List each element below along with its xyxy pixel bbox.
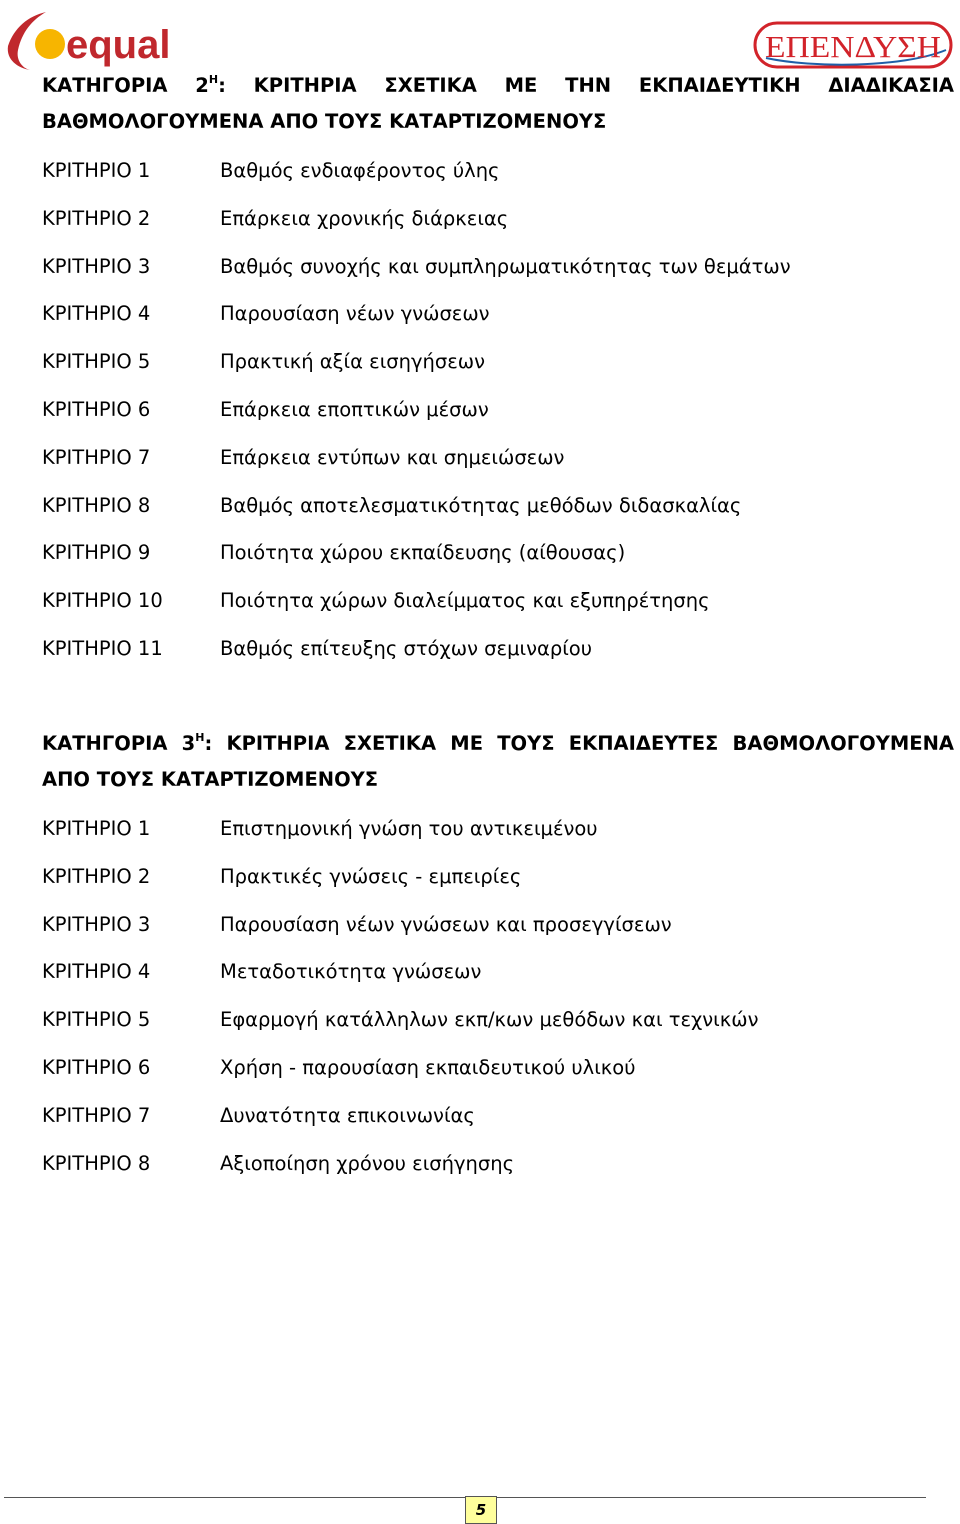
criterion-label: ΚΡΙΤΗΡΙΟ 9 xyxy=(42,541,151,565)
equal-logo xyxy=(4,6,174,70)
criterion-label: ΚΡΙΤΗΡΙΟ 6 xyxy=(42,397,151,421)
criterion-row xyxy=(42,350,942,398)
equal-logo-sun xyxy=(35,29,65,59)
criterion-text: Βαθμός αποτελεσματικότητας μεθόδων διδασκαλίας xyxy=(220,493,742,517)
criterion-text: Ποιότητα χώρων διαλείμματος και εξυπηρέτησης xyxy=(220,589,710,613)
criterion-row xyxy=(42,302,942,350)
criterion-label: ΚΡΙΤΗΡΙΟ 5 xyxy=(42,1008,151,1032)
category-2-heading-line1 xyxy=(42,68,954,104)
criterion-label: ΚΡΙΤΗΡΙΟ 6 xyxy=(42,1055,151,1079)
criterion-row xyxy=(42,913,942,961)
criterion-row xyxy=(42,960,942,1008)
criterion-text: Επάρκεια εντύπων και σημειώσεων xyxy=(220,445,565,469)
criterion-label: ΚΡΙΤΗΡΙΟ 7 xyxy=(42,445,151,469)
criterion-label: ΚΡΙΤΗΡΙΟ 3 xyxy=(42,912,151,936)
criterion-text: Ποιότητα χώρου εκπαίδευσης (αίθουσας) xyxy=(220,541,626,565)
category-3-heading-prefix: ΚΑΤΗΓΟΡΙΑ 3 xyxy=(42,732,196,755)
category-3-heading-sup: Η xyxy=(195,731,205,744)
criterion-row xyxy=(42,255,942,303)
criterion-row xyxy=(42,398,942,446)
criterion-label: ΚΡΙΤΗΡΙΟ 1 xyxy=(42,159,151,182)
criterion-text: Βαθμός συνοχής και συμπληρωματικότητας των θεμάτων xyxy=(220,254,791,278)
category-3-criteria-list xyxy=(42,817,942,1199)
criterion-text: Δυνατότητα επικοινωνίας xyxy=(220,1103,475,1127)
criterion-row xyxy=(42,865,942,913)
criterion-text: Παρουσίαση νέων γνώσεων xyxy=(220,302,490,326)
criterion-row xyxy=(42,1104,942,1152)
criterion-text: Παρουσίαση νέων γνώσεων και προσεγγίσεων xyxy=(220,912,672,936)
category-2-heading-rest: : ΚΡΙΤΗΡΙΑ ΣΧΕΤΙΚΑ ΜΕ ΤΗΝ ΕΚΠΑΙΔΕΥΤΙΚΗ ΔΙΑΔΙΚΑΣΙΑ xyxy=(218,74,954,97)
category-2-heading-sup: Η xyxy=(208,73,219,86)
criterion-label: ΚΡΙΤΗΡΙΟ 7 xyxy=(42,1103,151,1127)
criterion-row xyxy=(42,817,942,865)
criterion-text: Επάρκεια χρονικής διάρκειας xyxy=(220,206,509,230)
equal-logo-text: equal xyxy=(66,23,171,67)
criterion-row xyxy=(42,1056,942,1104)
criterion-text: Πρακτική αξία εισηγήσεων xyxy=(220,350,486,374)
criterion-text: Χρήση - παρουσίαση εκπαιδευτικού υλικού xyxy=(220,1055,636,1079)
criterion-row xyxy=(42,1152,942,1200)
criterion-text: Αξιοποίηση χρόνου εισήγησης xyxy=(220,1151,515,1175)
criterion-label: ΚΡΙΤΗΡΙΟ 5 xyxy=(42,350,151,374)
category-3-heading-line2: ΑΠΟ ΤΟΥΣ ΚΑΤΑΡΤΙΖΟΜΕΝΟΥΣ xyxy=(42,768,379,791)
criterion-text: Εφαρμογή κατάλληλων εκπ/κων μεθόδων και τεχνικών xyxy=(220,1008,759,1032)
category-2-criteria-list xyxy=(42,159,942,685)
criterion-row xyxy=(42,159,942,207)
criterion-row xyxy=(42,207,942,255)
criterion-row xyxy=(42,637,942,685)
criterion-row xyxy=(42,1008,942,1056)
criterion-label: ΚΡΙΤΗΡΙΟ 4 xyxy=(42,302,151,326)
criterion-text: Πρακτικές γνώσεις - εμπειρίες xyxy=(220,864,522,888)
criterion-label: ΚΡΙΤΗΡΙΟ 4 xyxy=(42,960,151,984)
criterion-text: Επάρκεια εποπτικών μέσων xyxy=(220,397,489,421)
criterion-label: ΚΡΙΤΗΡΙΟ 10 xyxy=(42,589,163,613)
criterion-text: Επιστημονική γνώση του αντικειμένου xyxy=(220,817,598,840)
criterion-text: Μεταδοτικότητα γνώσεων xyxy=(220,960,482,984)
criterion-label: ΚΡΙΤΗΡΙΟ 1 xyxy=(42,817,151,840)
criterion-text: Βαθμός επίτευξης στόχων σεμιναρίου xyxy=(220,636,593,660)
criterion-row xyxy=(42,494,942,542)
category-2-heading xyxy=(42,68,954,140)
criterion-label: ΚΡΙΤΗΡΙΟ 2 xyxy=(42,864,151,888)
criterion-text: Βαθμός ενδιαφέροντος ύλης xyxy=(220,159,500,182)
criterion-label: ΚΡΙΤΗΡΙΟ 8 xyxy=(42,1151,151,1175)
criterion-row xyxy=(42,541,942,589)
criterion-label: ΚΡΙΤΗΡΙΟ 3 xyxy=(42,254,151,278)
category-3-heading xyxy=(42,726,954,798)
criterion-label: ΚΡΙΤΗΡΙΟ 2 xyxy=(42,206,151,230)
ependysi-logo xyxy=(752,20,956,72)
category-2-heading-prefix: ΚΑΤΗΓΟΡΙΑ 2 xyxy=(42,74,209,97)
category-3-heading-line1 xyxy=(42,726,954,762)
criterion-label: ΚΡΙΤΗΡΙΟ 11 xyxy=(42,636,163,660)
criterion-label: ΚΡΙΤΗΡΙΟ 8 xyxy=(42,493,151,517)
category-3-heading-rest: : ΚΡΙΤΗΡΙΑ ΣΧΕΤΙΚΑ ΜΕ ΤΟΥΣ ΕΚΠΑΙΔΕΥΤΕΣ ΒΑΘΜΟΛΟΓΟΥΜΕΝΑ xyxy=(204,732,954,755)
criterion-row xyxy=(42,589,942,637)
page-number: 5 xyxy=(465,1496,497,1524)
category-2-heading-line2: ΒΑΘΜΟΛΟΓΟΥΜΕΝΑ ΑΠΟ ΤΟΥΣ ΚΑΤΑΡΤΙΖΟΜΕΝΟΥΣ xyxy=(42,110,607,133)
criterion-row xyxy=(42,446,942,494)
ependysi-logo-text: ΕΠΕΝΔΥΣΗ xyxy=(765,29,941,64)
